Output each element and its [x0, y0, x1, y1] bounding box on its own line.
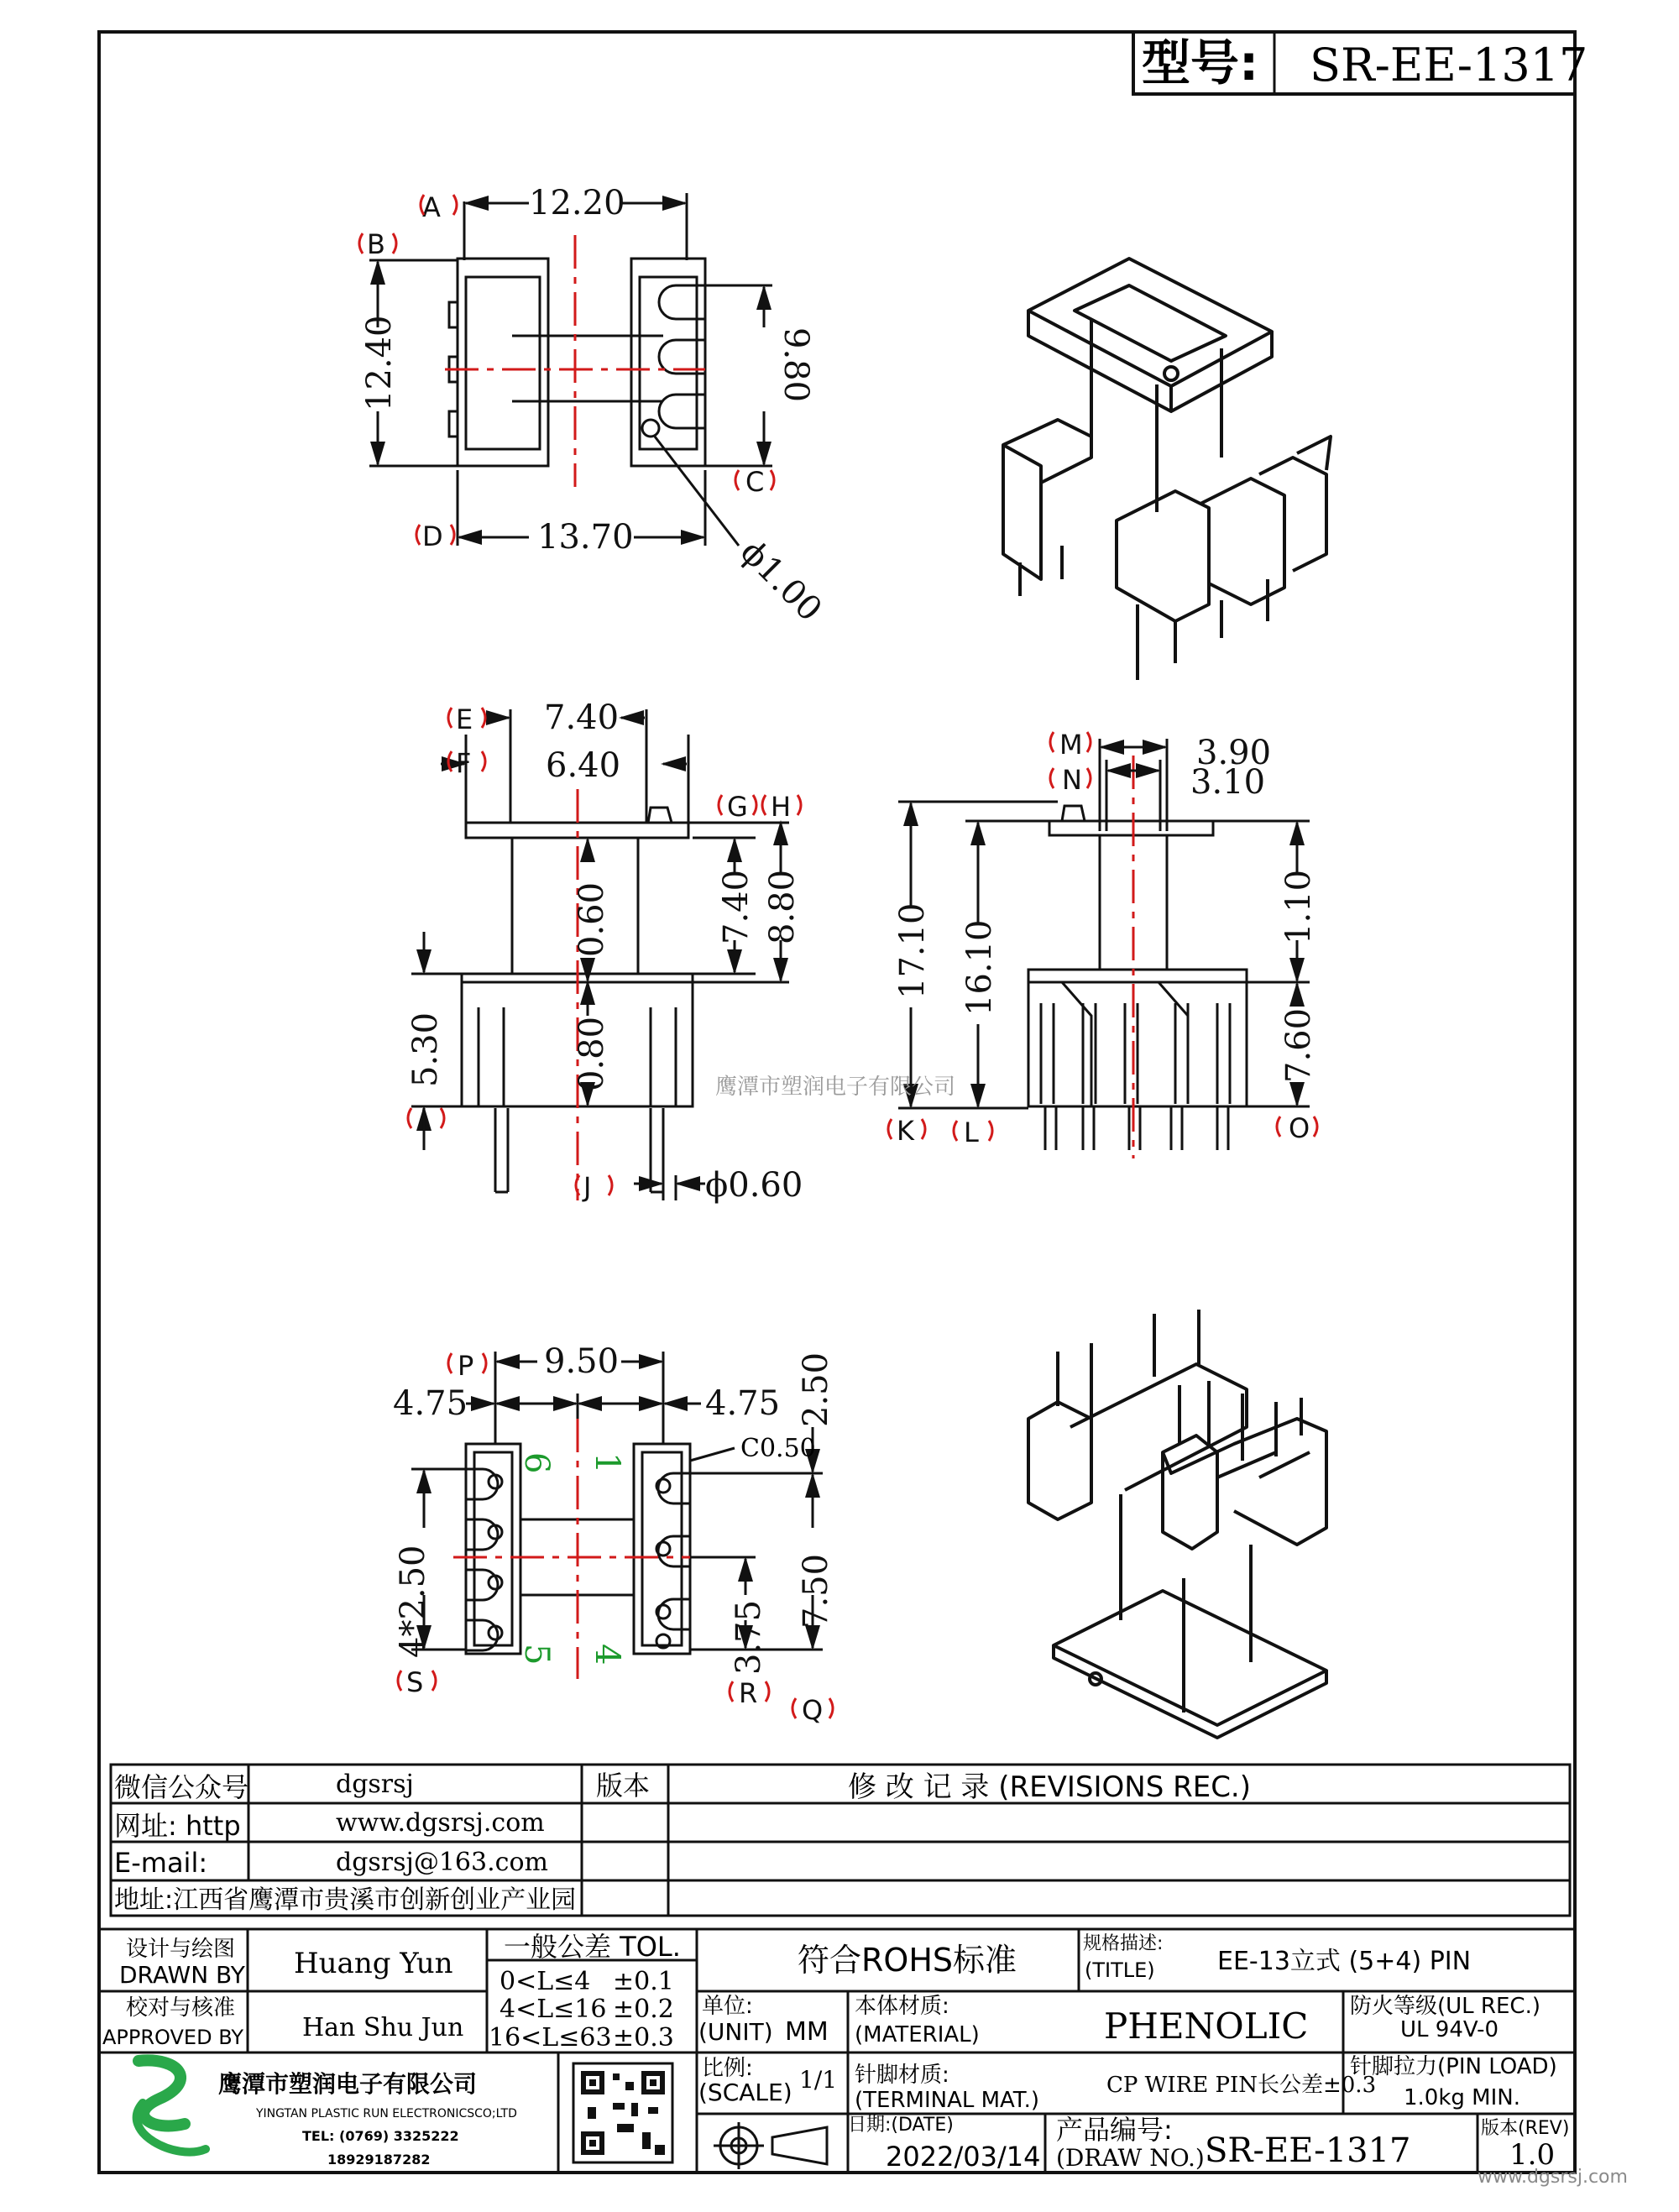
svg-text:S: S: [406, 1666, 424, 1698]
company-tel: TEL: (0769) 3325222: [302, 2128, 459, 2144]
dim-bottom-475a: 4.75: [393, 1384, 468, 1423]
model-label: 型号:: [1142, 34, 1259, 92]
qr-code-icon: [573, 2063, 672, 2162]
svg-text:L: L: [964, 1116, 979, 1148]
ref-m: [1050, 729, 1091, 761]
ref-g: [719, 791, 756, 823]
svg-text:±0.2: ±0.2: [613, 1995, 674, 2024]
svg-text:D: D: [422, 520, 443, 552]
iso-view-lower: [1028, 1310, 1326, 1738]
dim-bottom-250: 2.50: [797, 1352, 835, 1427]
svg-text:P: P: [458, 1350, 474, 1382]
approved-by-name: Han Shu Jun: [302, 2013, 464, 2042]
tol-row: [500, 1967, 674, 1996]
watermark: 鹰潭市塑润电子有限公司: [715, 1075, 956, 1100]
ref-r: [730, 1677, 769, 1709]
ref-h: [762, 791, 801, 823]
dim-front-740: 7.40: [717, 869, 756, 944]
dim-front-outer: 7.40: [544, 698, 620, 737]
svg-text:E: E: [456, 703, 473, 735]
svg-text:A: A: [422, 191, 441, 223]
ref-a: [421, 191, 457, 223]
svg-text:I: I: [420, 1104, 428, 1136]
dim-front-880: 8.80: [763, 869, 802, 944]
ref-j: [576, 1171, 612, 1203]
dim-top-height-left: 12.40: [360, 315, 399, 411]
rohs-compliance: 符合ROHS标准: [798, 1942, 1017, 1979]
email-label: E-mail:: [114, 1847, 208, 1879]
sheet-border: [99, 32, 1575, 2173]
scale-value: 1/1: [799, 2066, 838, 2094]
wechat-label: 微信公众号: [114, 1771, 249, 1803]
scale-label-en: (SCALE): [698, 2079, 792, 2106]
drawn-by-cn: 设计与绘图: [126, 1937, 236, 1962]
tol-title: 一般公差 TOL.: [504, 1931, 681, 1963]
date-label: 日期:(DATE): [848, 2115, 954, 2136]
svg-text:F: F: [456, 747, 472, 779]
dim-top-height-right: 9.80: [777, 327, 815, 403]
terminal-value: CP WIRE PIN长公差±0.3: [1106, 2073, 1377, 2098]
svg-text:Q: Q: [802, 1694, 824, 1726]
svg-text:B: B: [367, 228, 385, 260]
dim-bottom-950: 9.50: [544, 1342, 620, 1381]
dim-side-110: 1.10: [1279, 869, 1318, 944]
dim-front-080: 0.80: [573, 1016, 611, 1091]
model-header: [1133, 32, 1587, 94]
svg-text:R: R: [739, 1677, 758, 1709]
model-value: SR-EE-1317: [1310, 39, 1588, 92]
company-phone: 18929187282: [327, 2152, 431, 2168]
drawn-by-en: DRAWN BY: [119, 1961, 245, 1989]
dim-side-1710: 17.10: [893, 902, 932, 999]
svg-text:C: C: [745, 466, 765, 498]
approved-by-en: APPROVED BY: [102, 2026, 244, 2049]
pin-label-5: 5: [517, 1644, 556, 1666]
ref-i: [408, 1104, 444, 1136]
fire-rating-label: 防火等级(UL REC.): [1350, 1994, 1540, 2019]
rev-label: 版本(REV): [1481, 2118, 1570, 2139]
pin-load-label: 针脚拉力(PIN LOAD): [1350, 2054, 1557, 2079]
material-label-cn: 本体材质:: [855, 1994, 949, 2019]
drawn-by-name: Huang Yun: [294, 1947, 453, 1980]
svg-text:M: M: [1059, 729, 1083, 761]
svg-text:±0.3: ±0.3: [613, 2023, 674, 2053]
terminal-label-en: (TERMINAL MAT.): [855, 2088, 1040, 2113]
web-label: 网址: http: [114, 1810, 241, 1842]
dim-front-inner: 6.40: [546, 746, 621, 785]
draw-no-value: SR-EE-1317: [1205, 2131, 1411, 2170]
dim-top-width: 12.20: [529, 184, 625, 222]
terminal-label-cn: 针脚材质:: [855, 2063, 949, 2088]
approved-by-cn: 校对与核准: [126, 1995, 236, 2021]
ref-c: [735, 466, 774, 498]
pin-label-1: 1: [588, 1452, 626, 1474]
ref-d: [416, 520, 454, 552]
ref-q: [792, 1694, 833, 1726]
dim-front-060: 0.60: [573, 881, 611, 957]
dim-front-pin: ϕ0.60: [705, 1166, 803, 1205]
draw-no-label-cn: 产品编号:: [1056, 2114, 1173, 2146]
dim-side-1610: 16.10: [960, 919, 999, 1016]
company-name-en: YINGTAN PLASTIC RUN ELECTRONICSCO;LTD: [256, 2107, 517, 2120]
unit-label-en: (UNIT): [698, 2018, 773, 2046]
dim-side-310: 3.10: [1190, 763, 1266, 802]
tol-row: [500, 1995, 674, 2024]
ref-e: [448, 703, 485, 735]
dim-bottom-750: 7.50: [797, 1553, 835, 1629]
dim-bottom-pitch: 4*2.50: [394, 1545, 432, 1658]
dim-bottom-475b: 4.75: [705, 1384, 781, 1423]
title-label-en: (TITLE): [1085, 1958, 1155, 1982]
material-label-en: (MATERIAL): [855, 2022, 980, 2047]
ref-s: [398, 1666, 436, 1698]
fire-rating-value: UL 94V-0: [1400, 2017, 1499, 2042]
iso-view-upper: [1003, 259, 1331, 680]
svg-text:G: G: [727, 791, 748, 823]
material-value: PHENOLIC: [1104, 2005, 1309, 2047]
svg-text:±0.1: ±0.1: [613, 1967, 674, 1996]
wechat-value: dgsrsj: [336, 1770, 414, 1799]
unit-value: MM: [785, 2017, 829, 2047]
web-value[interactable]: www.dgsrsj.com: [336, 1808, 545, 1838]
email-value[interactable]: dgsrsj@163.com: [336, 1848, 548, 1877]
ref-b: [359, 228, 396, 260]
draw-no-label-en: (DRAW NO.): [1056, 2144, 1205, 2172]
ref-l: [954, 1116, 992, 1148]
tol-row: [489, 2023, 674, 2053]
pin-label-6: 6: [517, 1452, 556, 1474]
site-watermark: www.dgsrsj.com: [1478, 2167, 1628, 2188]
svg-text:0<L≤4: 0<L≤4: [500, 1967, 591, 1996]
dim-side-390: 3.90: [1196, 734, 1272, 772]
svg-text:N: N: [1062, 764, 1082, 796]
svg-text:J: J: [583, 1171, 592, 1203]
dim-side-760: 7.60: [1279, 1007, 1318, 1083]
unit-label-cn: 单位:: [702, 1994, 753, 2019]
revisions-title: 修 改 记 录 (REVISIONS REC.): [848, 1770, 1252, 1804]
company-name-cn: 鹰潭市塑润电子有限公司: [218, 2070, 478, 2098]
dim-top-bottom-width: 13.70: [537, 518, 634, 557]
dim-front-530: 5.30: [406, 1012, 445, 1087]
ref-k: [888, 1115, 925, 1147]
dim-bottom-375: 3.75: [730, 1599, 768, 1675]
address: 地址:江西省鹰潭市贵溪市创新创业产业园: [114, 1885, 577, 1915]
ref-o: [1277, 1112, 1317, 1144]
rev-column-header: 版本: [596, 1770, 651, 1801]
svg-text:O: O: [1289, 1112, 1310, 1144]
svg-text:K: K: [897, 1115, 914, 1147]
svg-text:4<L≤16: 4<L≤16: [500, 1995, 607, 2024]
top-view: [369, 193, 772, 546]
date-value: 2022/03/14: [886, 2141, 1041, 2173]
title-value: EE-13立式 (5+4) PIN: [1217, 1947, 1472, 1976]
scale-label-cn: 比例:: [702, 2056, 753, 2081]
dim-top-hole: ϕ1.00: [732, 532, 829, 630]
pin-load-value: 1.0kg MIN.: [1404, 2085, 1520, 2110]
svg-text:H: H: [771, 791, 792, 823]
pin-label-4: 4: [588, 1644, 626, 1666]
svg-text:16<L≤63: 16<L≤63: [489, 2023, 612, 2053]
dim-bottom-chamfer: C0.50: [740, 1434, 816, 1463]
ref-n: [1050, 764, 1091, 796]
title-label-cn: 规格描述:: [1083, 1933, 1164, 1954]
company-logo: [137, 2060, 206, 2152]
ref-p: [448, 1350, 486, 1382]
rev-value: 1.0: [1509, 2138, 1556, 2172]
